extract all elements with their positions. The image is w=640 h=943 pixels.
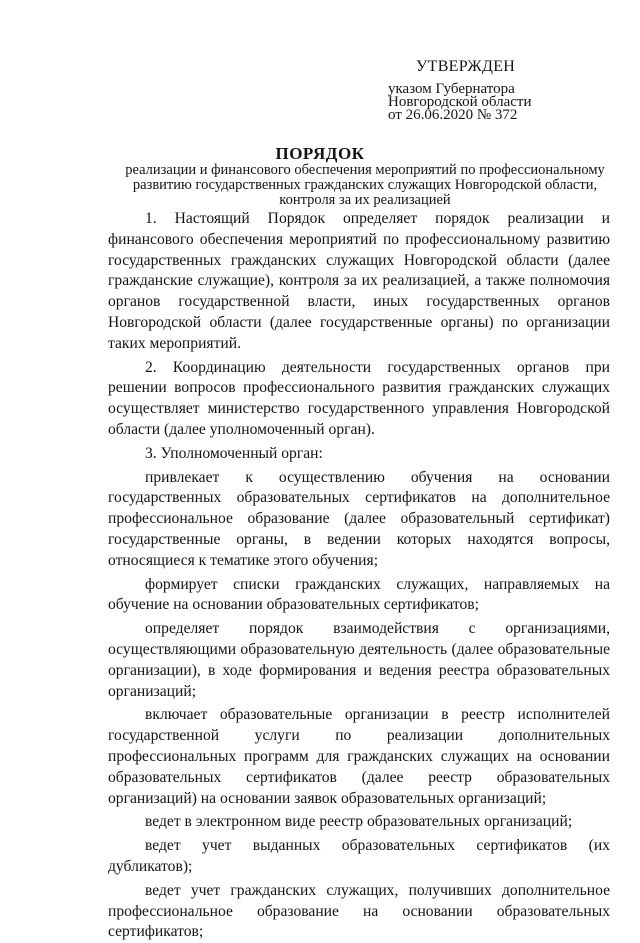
paragraph-1: 1. Настоящий Порядок определяет порядок реализации и финансового обеспечения мероприятий по профессиональному развитию государственных гражданских служащих Новгородской области (далее гражданские служащие), контроля за их реализацией, а также полномочия органов государственной власти, иных государственных органов Новгородской области (далее государственные органы) по организации таких мероприятий. — [108, 210, 610, 352]
paragraph-3-item-4: включает образовательные организации в реестр исполнителей государственной услуги по реализации дополнительных профессиональных программ для гражданских служащих на основании образовательных сертификатов (далее реестр образовательных организаций) на основании заявок образовательных организаций; — [108, 706, 610, 807]
approval-heading: УТВЕРЖДЕН — [416, 58, 516, 75]
approval-line-1: указом Губернатора — [388, 81, 515, 97]
paragraph-3: 3. Уполномоченный орган: — [145, 444, 323, 462]
document-body — [108, 209, 610, 943]
paragraph-3-item-2: формирует списки гражданских служащих, направляемых на обучение на основании образовательных сертификатов; — [108, 575, 610, 614]
paragraph-3-item-5: ведет в электронном виде реестр образовательных организаций; — [145, 813, 573, 831]
paragraph-3-item-6: ведет учет выданных образовательных сертификатов (их дубликатов); — [108, 837, 610, 875]
subtitle-line-2: развитию государственных гражданских служащих Новгородской области, — [132, 177, 598, 193]
subtitle-line-3: контроля за их реализацией — [279, 192, 451, 208]
paragraph-3-item-1: привлекает к осуществлению обучения на основании государственных образовательных сертификатов на дополнительное профессиональное образование (далее образовательный сертификат) государственные органы, в ведении которых находятся вопросы, относящиеся к тематике этого обучения; — [108, 468, 610, 569]
approval-line-3: от 26.06.2020 № 372 — [388, 107, 518, 123]
paragraph-3-item-7: ведет учет гражданских служащих, получивших дополнительное профессиональное образование на основании образовательных сертификатов; — [108, 881, 610, 941]
paragraph-3-item-3: определяет порядок взаимодействия с организациями, осуществляющими образовательную деятельность (далее образовательные организации), в ходе формирования и ведения реестра образовательных организаций; — [108, 620, 610, 700]
document-title: ПОРЯДОК — [275, 144, 365, 163]
approval-line-2: Новгородской области — [388, 94, 532, 110]
subtitle-line-1: реализации и финансового обеспечения мероприятий по профессиональному — [125, 162, 605, 178]
paragraph-2: 2. Координацию деятельности государственных органов при решении вопросов профессионального развития гражданских служащих осуществляет министерство государственного управления Новгородской области (далее уполномоченный орган). — [108, 358, 610, 438]
document-subtitle — [100, 163, 630, 208]
